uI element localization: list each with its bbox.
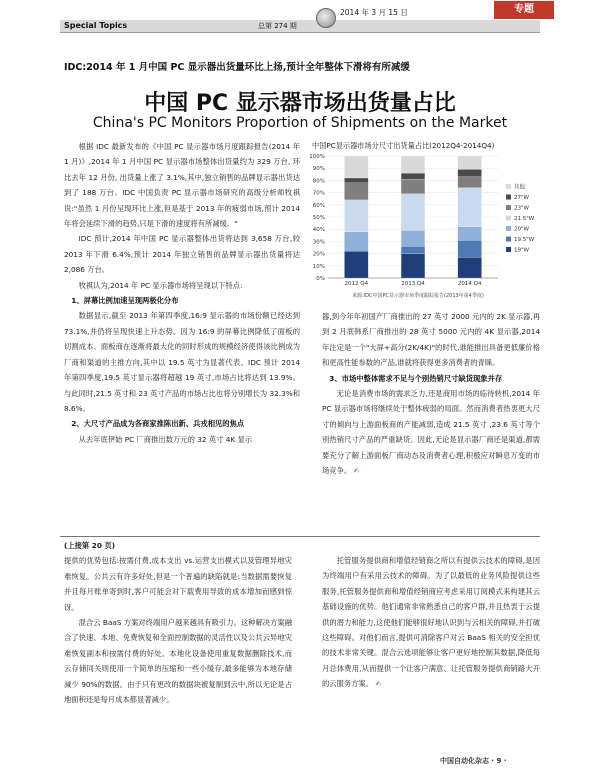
bar-segment	[401, 179, 425, 194]
legend-swatch	[506, 195, 511, 200]
legend-label: 23"W	[514, 205, 529, 212]
bar-segment	[344, 156, 368, 178]
section-heading: 2、大尺寸产品成为各商家推陈出新、兵戎相见的焦点	[71, 419, 245, 429]
section-heading: 3、市场中整体需求不足与个别热销尺寸缺货现象并存	[329, 373, 503, 383]
bar-segment	[344, 178, 368, 183]
paragraph: 数据显示,截至 2013 年第四季度,16:9 显示器的市场份额已经达到 73.1%,并仍将呈现快速上升态势。因为 16:9 的屏幕比例降低了面板的切割成本、面板商在逐渐将最大化的同时形成的规模经济使得该比例成为厂商和渠道的主推方向,其中以 19.5 英寸为显著代表。IDC 预计 2014 年第四季度,19.5 英寸显示器将超越 19 英寸,市场占比将达到 13.9%。与此同时,21.5 英寸和 23 英寸产品的市场占比也将分别增长为 32.3%和 8.6%。	[64, 311, 300, 413]
bar-segment	[458, 156, 482, 169]
bar-segment	[458, 177, 482, 188]
bar-segment	[344, 232, 368, 252]
y-tick-label: 30%	[312, 239, 325, 246]
article-title-cn: 中国 PC 显示器市场出货量占比	[144, 91, 456, 116]
legend-swatch	[506, 247, 511, 252]
bar-segment	[458, 188, 482, 227]
legend-swatch	[506, 216, 511, 221]
bar-segment	[401, 173, 425, 179]
paragraph	[322, 386, 540, 479]
paragraph: 器,到今年年初国产厂商推出的 27 英寸 2000 元内的 2K 显示器,再到 2 月底韩系厂商推出的 28 英寸 5000 元内的 4K 显示器,2014 年注定是一个"大屏+高分(2K/4K)"的时代,谁能推出具备更低廉价格和更高性能参数的产品,谁就将获得更多消费者的青睐。	[322, 312, 540, 368]
paragraph: 混合云 BaaS 方案对终端用户越来越具有吸引力。这种解决方案融合了快速、本地、免费恢复和全面控制数据的灵活性以及公共云异地灾难恢复副本和按需付费的好处。本地化设备使用重复数据删除技术,而云存储同关则使用一个简单的压缩和一些小缓存,最多能够为本地存储减少 90%的数据。由于只有更改的数据块被复制到云中,所以无论是占地面积还是每月成本都显著减少。	[64, 618, 292, 705]
end-mark-icon: ✍	[375, 680, 382, 689]
y-tick-label: 50%	[312, 215, 325, 221]
issue-number: 总第 274 期	[258, 22, 297, 30]
continued-note: (上接第 20 页)	[64, 541, 116, 550]
paragraph: 提供的优势包括:按需付费,成本支出 vs.运营支出模式以及管理异地灾难恢复。公共云有许多好处,但是一个普遍的缺陷就是:当数据需要恢复并且每月账单寄到时,客户可能会对下载费用导致的成本增加而感到惊讶。	[64, 556, 292, 612]
globe-icon	[316, 8, 336, 28]
chart-title: 中国PC显示器市场分尺寸出货量占比(2012Q4-2014Q4)	[312, 141, 495, 150]
legend-label: 27"W	[514, 195, 529, 201]
x-tick-label: 2013 Q4	[401, 281, 425, 287]
legend-label: 19"W	[514, 247, 529, 254]
article-kicker: IDC:2014 年 1 月中国 PC 显示器出货量环比上扬,预计全年整体下滑将有所减缓	[64, 62, 410, 73]
section-separator	[60, 536, 540, 537]
header-band	[60, 20, 540, 32]
legend-swatch	[506, 226, 511, 231]
bar-segment	[401, 230, 425, 246]
legend-label: 19.5"W	[514, 237, 535, 243]
y-tick-label: 70%	[312, 190, 325, 197]
lower-left-column	[64, 538, 292, 707]
bar-segment	[401, 254, 425, 278]
y-tick-label: 90%	[312, 166, 325, 173]
bar-segment	[401, 246, 425, 253]
legend-swatch	[506, 205, 511, 210]
paragraph-text: 托管服务提供商和增值经销商之所以有提供云技术的障碍,是因为终端用户有采用云技术的障碍。为了以最低的业务风险提供这些服务,托管服务提供商和增值经销商应考虑采用订阅模式来构建其云基础设施的优势。他们通常非常熟悉自己的客户群,并且热衷于云提供的潜力和能力,这使他们能够很好地认识到与云相关的障碍,并打破这些障碍。对他们而言,提供可消除客户对云 BaaS 相关的安全担忧的技术非常关键。混合云选项能够让客户更好地控制其数据,降低每月总体费用,从而提供一个让客户满意、让托管服务提供商销路大开的云服务方案。	[322, 556, 540, 689]
y-tick-label: 20%	[312, 251, 325, 258]
article-title-en: China's PC Monitors Proportion of Shipments on the Market	[92, 115, 508, 131]
legend-label: 20"W	[514, 226, 529, 233]
chart-source-note: 来源:IDC中国PC显示器市场季度跟踪报告(2013年第4季度)	[352, 293, 484, 299]
legend-label: 21.5"W	[514, 216, 535, 222]
section-name: Special Topics	[64, 21, 128, 30]
paragraph: 根据 IDC 最新发布的《中国 PC 显示器市场月度跟踪报告(2014 年 1 月)》,2014 年 1 月中国 PC 显示器市场整体出货量约为 329 万台, 环比去年 12 月份, 出货量上涨了 3.1%,其中,独立销售的品牌显示器出货达到了 188 万台。IDC 中国负责 PC 显示器市场研究的高级分析师牧祺说:"虽然 1 月份呈现环比上涨,但是基于 2013 年的疲弱市场,预计 2014 年将会延续下滑的趋势,只是下滑的速度将有所减缓。"	[64, 142, 300, 229]
page-footer: 中国自动化杂志 · 9 ·	[440, 757, 507, 765]
bar-segment	[458, 227, 482, 240]
y-tick-label: 60%	[312, 202, 325, 209]
x-tick-label: 2012 Q4	[344, 281, 369, 287]
bar-segment	[401, 194, 425, 231]
legend-label: 其他	[514, 184, 526, 191]
bar-segment	[458, 169, 482, 176]
bar-segment	[344, 183, 368, 200]
legend-swatch	[506, 184, 511, 189]
legend-swatch	[506, 237, 511, 242]
paragraph-text: 无论是消费市场的需求乏力,还是商用市场的临待转机,2014 年 PC 显示器市场将继续处于整体疲弱的局面。然而消费者热衷更大尺寸的倾向与上游面板商的产能减弱,造成 21.5 英寸 ,23.6 英寸等个别热销尺寸产品的严重缺货。因此,无论是显示器厂商还是渠道,都需要充分了解上游面板厂商动态及消费者心理,积极应对瞬息万变的市场竞争。	[322, 389, 540, 476]
left-column	[64, 139, 300, 447]
bar-segment	[458, 240, 482, 257]
lower-right-column	[322, 553, 540, 693]
y-tick-label: 0%	[316, 276, 325, 282]
y-tick-label: 10%	[312, 263, 325, 270]
stacked-bar-chart	[300, 150, 550, 295]
header-rule	[60, 32, 540, 33]
paragraph: 从去年底伊始 PC 厂商推出数万元的 32 英寸 4K 显示	[78, 434, 253, 444]
issue-date: 2014 年 3 月 15 日	[340, 8, 408, 17]
right-column	[322, 309, 540, 479]
topic-tag: 专题	[494, 1, 554, 19]
bar-segment	[401, 156, 425, 173]
y-tick-label: 40%	[312, 227, 325, 234]
bar-segment	[344, 200, 368, 232]
bar-segment	[344, 251, 368, 278]
paragraph: 牧祺认为,2014 年 PC 显示器市场将呈现以下特点:	[78, 280, 243, 290]
paragraph	[322, 553, 540, 693]
end-mark-icon: ✍	[353, 467, 360, 476]
bar-segment	[458, 257, 482, 278]
section-heading: 1、屏幕比例加速呈现两极化分布	[71, 296, 179, 306]
y-tick-label: 100%	[309, 154, 325, 160]
x-tick-label: 2014 Q4	[457, 281, 482, 287]
paragraph: IDC 预计,2014 年中国 PC 显示器整体出货将达到 3,658 万台,较 2013 年下滑 6.4%,预计 2014 年独立销售的品牌显示器出货量将达 2,086 万台。	[64, 234, 300, 275]
y-tick-label: 80%	[312, 178, 325, 185]
